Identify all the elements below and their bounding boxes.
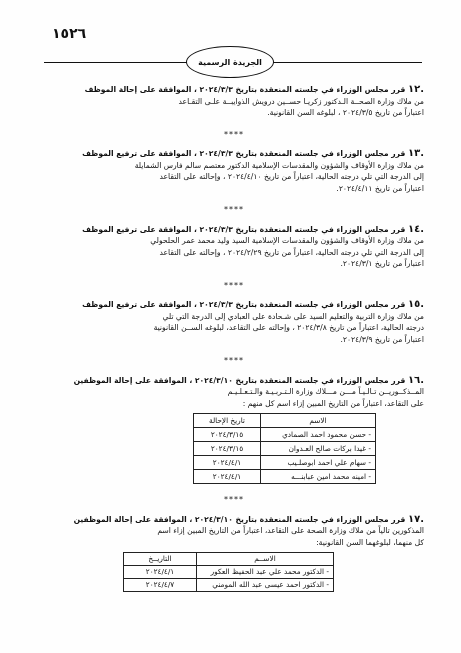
- table-cell-date: ٢٠٢٤/٤/١: [124, 566, 197, 579]
- decision-line: درجته الحالية، اعتباراً من تاريخ ٢٠٢٤/٣/٨ ، وإحالته على التقاعد، لبلوغه الســن القانونية: [153, 323, 424, 332]
- decision-number: .١٤: [407, 223, 424, 235]
- decision-item-13: [44, 148, 424, 194]
- separator-stars: ****: [224, 205, 244, 214]
- table-header: تاريخ الإحالة: [194, 414, 261, 428]
- table-row: [194, 456, 376, 470]
- table-row: [194, 428, 376, 442]
- decision-item-12: [44, 84, 424, 119]
- decision-line: .١٤ قرر مجلس الوزراء في جلسته المنعقدة بتاريخ ٢٠٢٤/٣/٣ ، الموافقة على ترفيع الموظف: [82, 223, 424, 235]
- table-row: [124, 579, 334, 592]
- decision-line: .١٣ قرر مجلس الوزراء في جلسته المنعقدة بتاريخ ٢٠٢٤/٣/٣ ، الموافقة على ترفيع الموظف: [82, 148, 424, 159]
- table-cell-date: ٢٠٢٤/٤/١: [194, 470, 261, 484]
- table-cell-name: - غيدا بركات صالح العـدوان: [261, 442, 376, 456]
- decision-line: من ملاك وزارة الصحــة الـدكتور زكريـا حســين درويش الذوايبــة علـى التقـاعد: [178, 96, 424, 106]
- table-cell-name: - امينه محمد امين عبابنـــه: [261, 470, 376, 484]
- separator-stars: ****: [224, 129, 244, 139]
- table-cell-name: - الدكتور احمد عيسى عبد الله المومني: [197, 579, 334, 592]
- decision-item-14: [44, 224, 424, 270]
- decision-item-15: [44, 299, 424, 345]
- separator-stars: ****: [224, 280, 244, 290]
- decision-line: المذكورين تالياً من ملاك وزارة الصحة على التقاعد، اعتباراً من التاريخ المبين إزاء اسم: [157, 526, 424, 535]
- decision-number: .١٣: [407, 148, 424, 159]
- page-content: [44, 84, 424, 602]
- decision-line: إلى الدرجة التي تلي درجته الحالية، اعتباراً من تاريخ ٢٠٢٤/٤/١٠ ، وإحالته على التقاعد: [159, 172, 424, 181]
- separator-stars: ****: [224, 356, 244, 365]
- decision-line: من ملاك وزارة التربية والتعليم السيد على شـحادة على العبادي إلى الدرجة التي تلي: [162, 311, 424, 321]
- decision-line: من ملاك وزارة الأوقاف والشؤون والمقدسات الإسلامية السيد وليد محمد عمر الحلحولي: [150, 236, 424, 245]
- separator-stars: ****: [224, 495, 244, 504]
- decision-number: .١٢: [407, 84, 424, 95]
- table-cell-date: ٢٠٢٤/٣/١٥: [194, 428, 261, 442]
- table-cell-name: - حسن محمود احمد الصمادي: [261, 428, 376, 442]
- decision-line: .١٥ قرر مجلس الوزراء في جلسته المنعقدة بتاريخ ٢٠٢٤/٣/٣ ، الموافقة على ترفيع الموظف: [82, 299, 424, 310]
- table-header: الاســم: [197, 553, 334, 566]
- decision-line: إلى الدرجة التي تلي درجته الحالية، اعتباراً من تاريخ ٢٠٢٤/٢/٢٩ ، وإحالته على التقاعد: [159, 247, 424, 257]
- decision-line: اعتباراً من تاريخ ٢٠٢٤/٤/١١.: [336, 183, 424, 193]
- decision-line: على التقاعد، اعتباراً من التاريخ المبين إزاء اسم كل منهم :: [242, 398, 424, 408]
- decision-line: .١٦ قرر مجلس الوزراء في جلسته المنعقدة بتاريخ ٢٠٢٤/٣/١٠ ، الموافقة على إحالة الموظفين: [73, 374, 424, 386]
- decision-line: اعتباراً من تاريخ ٢٠٢٤/٣/١.: [340, 259, 424, 268]
- decision-item-16: [44, 375, 424, 485]
- table-cell-date: ٢٠٢٤/٣/١٥: [194, 442, 261, 456]
- retirees-table: [193, 413, 376, 484]
- table-header-row: [194, 414, 376, 428]
- table-cell-date: ٢٠٢٤/٤/١: [194, 456, 261, 470]
- table-row: [194, 442, 376, 456]
- decision-line: .١٧ قرر مجلس الوزراء في جلسته المنعقدة بتاريخ ٢٠٢٤/٣/١٠ ، الموافقة على إحالة الموظفين: [73, 513, 424, 525]
- table-header: التاريــخ: [124, 553, 197, 566]
- table-row: [124, 566, 334, 579]
- decision-line: اعتباراً من تاريخ ٢٠٢٤/٣/٩.: [340, 334, 424, 344]
- decision-line: كل منهما، لبلوغهما السن القانونية:: [316, 537, 424, 547]
- table-row: [194, 470, 376, 484]
- decision-line: .١٢ قرر مجلس الوزراء في جلسته المنعقدة بتاريخ ٢٠٢٤/٣/٣ ، الموافقة على إحالة الموظف: [84, 84, 424, 95]
- decision-line: من ملاك وزارة الأوقاف والشؤون والمقدسات الإسلامية الدكتور معتصم سالم فارس الشمايلة: [134, 160, 424, 170]
- decision-line: المــذكــوريــن تـالـيـاً مـــن مـــلاك وزارة الـتـربـيـة والـتـعـلـيـم: [227, 387, 424, 396]
- decision-number: .١٧: [407, 513, 424, 525]
- table-cell-name: - الدكتور محمد علي عبد الحفيظ العكور: [197, 566, 334, 579]
- table-cell-date: ٢٠٢٤/٤/٧: [124, 579, 197, 592]
- table-header: الاسم: [261, 414, 376, 428]
- decision-item-17: [44, 514, 424, 593]
- retirees-table: [123, 552, 334, 592]
- header-title: الجريدة الرسمية: [186, 46, 274, 78]
- decision-number: .١٦: [407, 374, 424, 386]
- decision-line: اعتباراً من تاريخ ٢٠٢٤/٣/٥ ، لبلوغه السن القانونية.: [267, 108, 424, 117]
- table-cell-name: - سهام علي احمد ابوصلـيب: [261, 456, 376, 470]
- table-header-row: [124, 553, 334, 566]
- decision-number: .١٥: [407, 299, 424, 310]
- page-number: ١٥٢٦: [52, 26, 87, 42]
